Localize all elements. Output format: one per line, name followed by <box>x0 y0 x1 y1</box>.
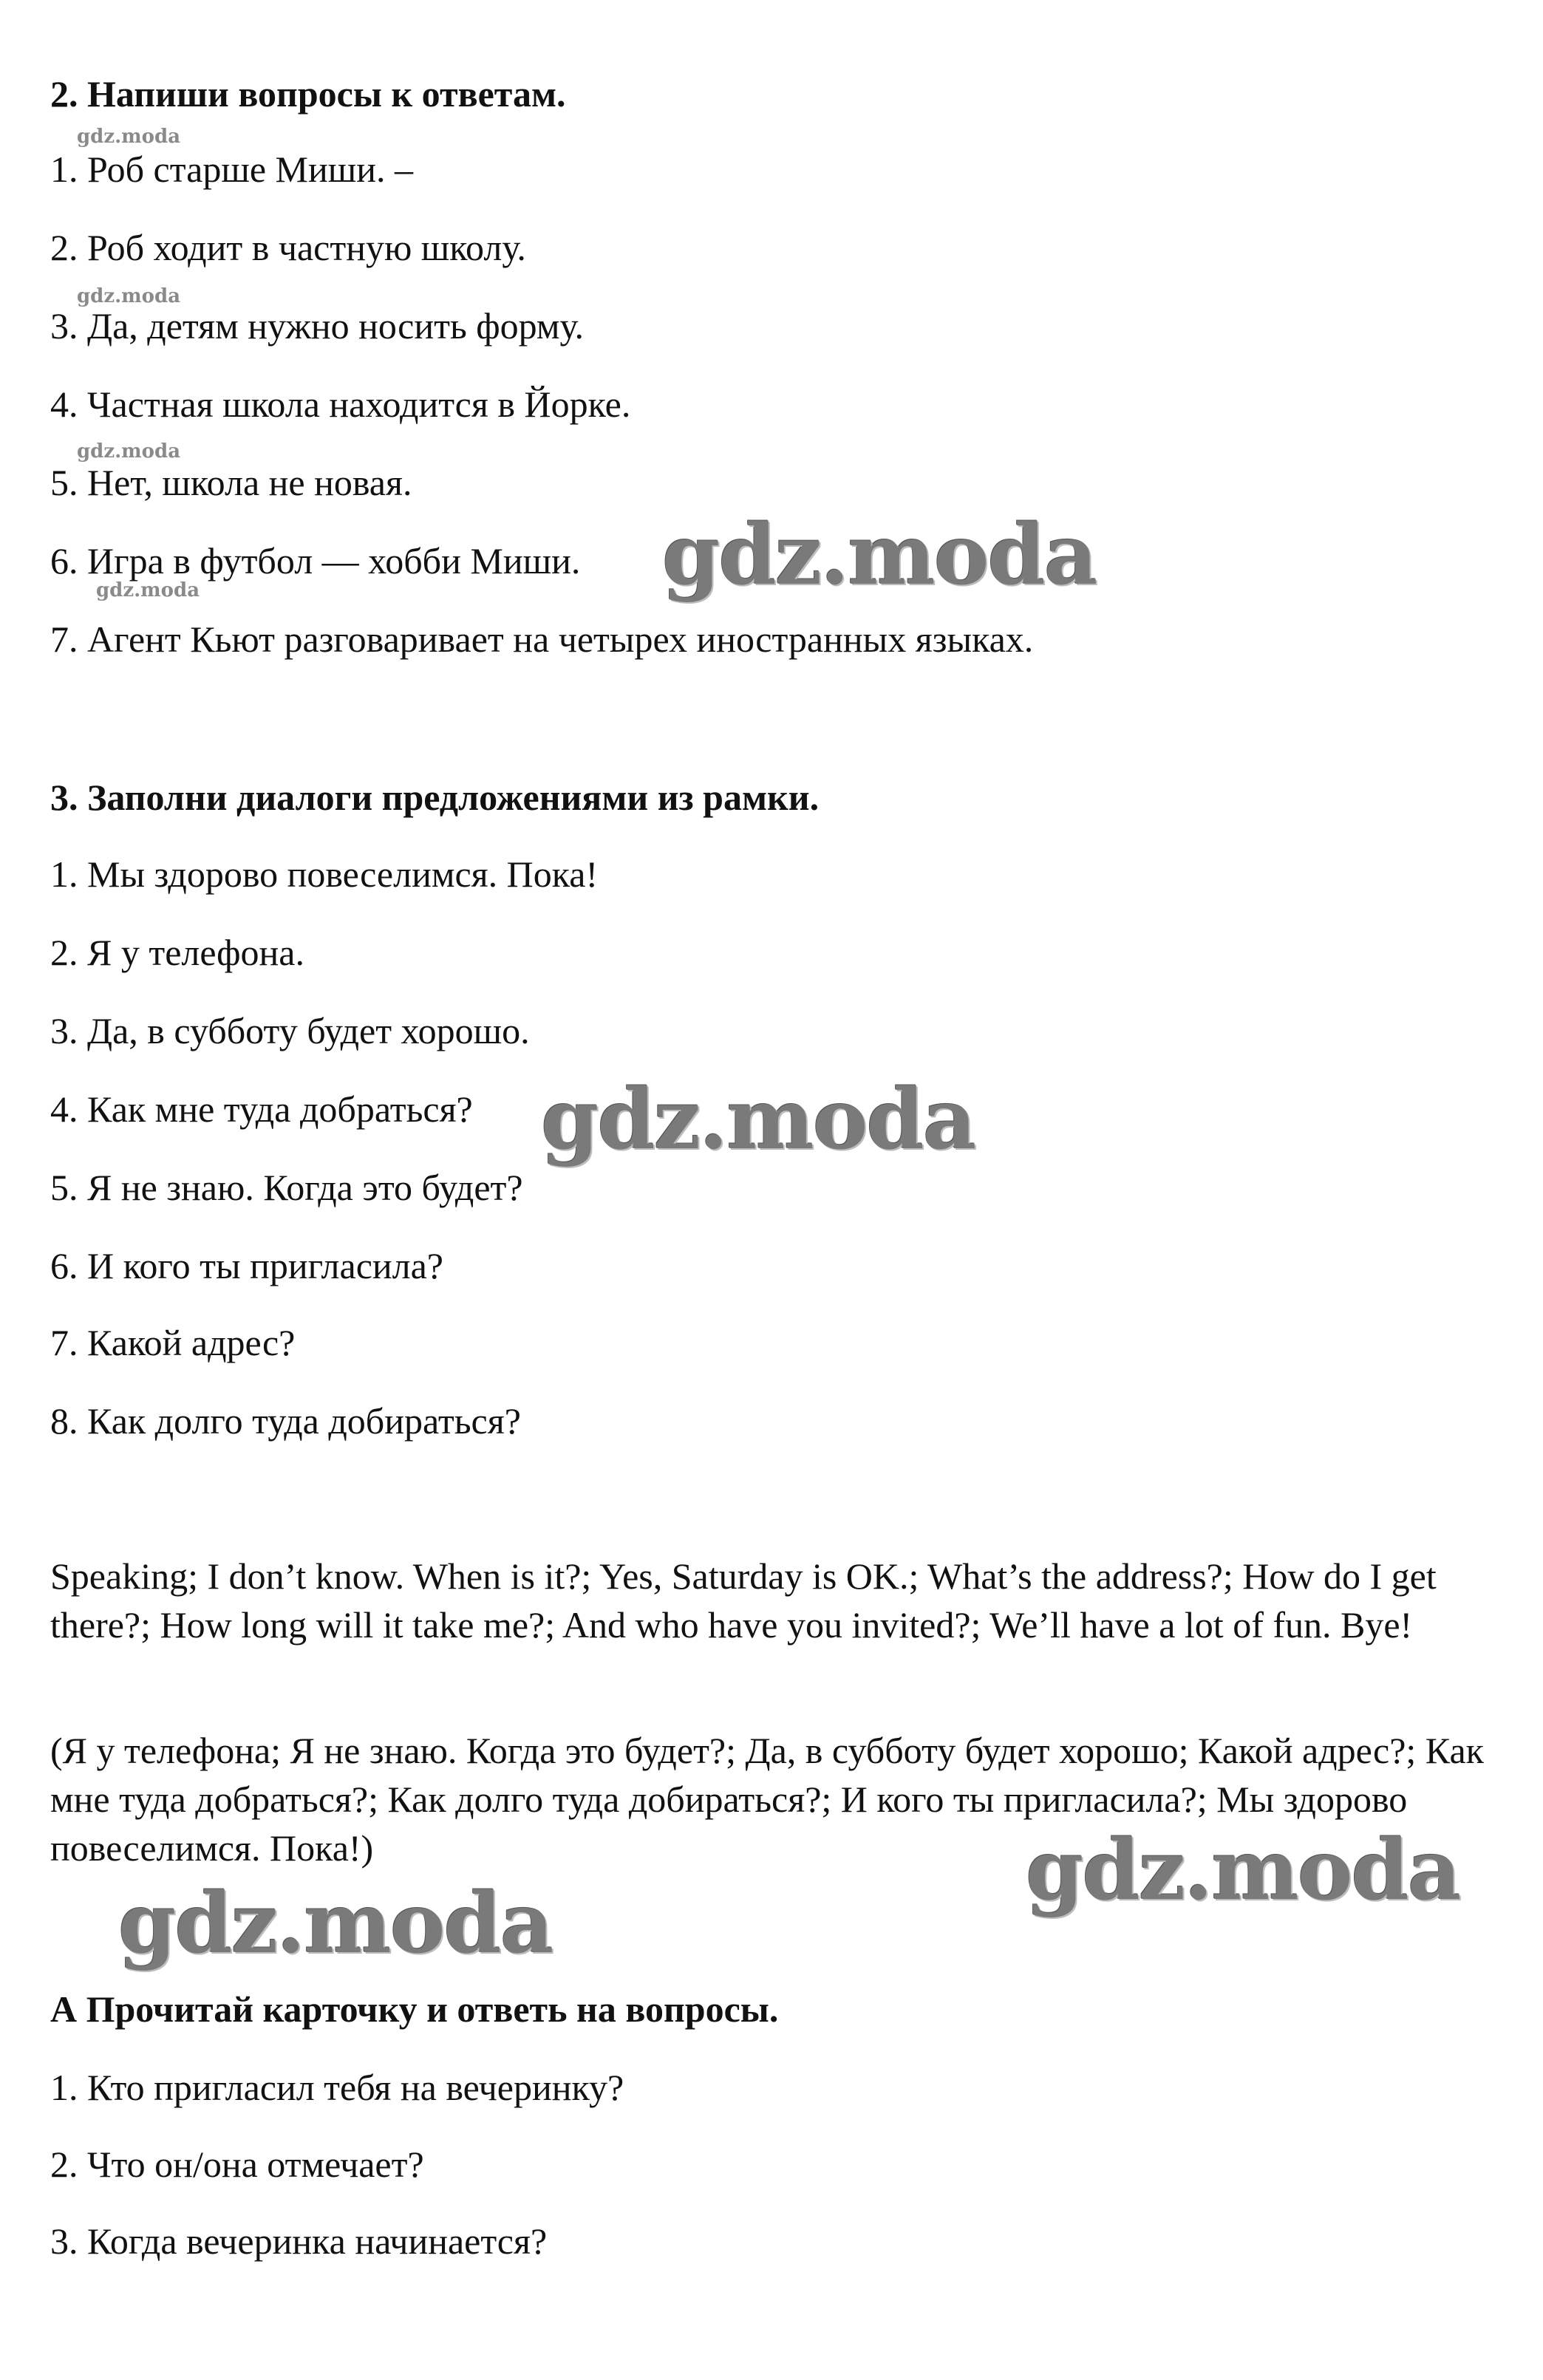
section-2-item-3: 3. Да, детям нужно носить форму. <box>50 305 585 347</box>
section-2-item-4: 4. Частная школа находится в Йорке. <box>50 383 631 425</box>
section-2-item-7: 7. Агент Кьют разговаривает на четырех иностранных языках. <box>50 618 1034 660</box>
phrase-box-english: Speaking; I don’t know. When is it?; Yes, Saturday is OK.; What’s the address?; How do I get there?; How long will it take me?; And who have you invited?; We’ll have a lot of fun. Bye! <box>50 1555 1437 1646</box>
watermark-large: gdz.moda <box>118 1875 553 1972</box>
phrase-box-russian: (Я у телефона; Я не знаю. Когда это будет?; Да, в субботу будет хорошо; Какой адрес?; Как мне туда добраться?; Как долго туда добираться?; И кого ты пригласила?; Мы здорово повеселимся. Пока!) <box>50 1730 1484 1869</box>
section-a-item-1: 1. Кто пригласил тебя на вечеринку? <box>50 2067 624 2108</box>
section-3-item-2: 2. Я у телефона. <box>50 932 304 973</box>
watermark-small: gdz.moda <box>77 285 181 307</box>
section-2-item-2: 2. Роб ходит в частную школу. <box>50 227 526 268</box>
section-3-item-3: 3. Да, в субботу будет хорошо. <box>50 1010 530 1051</box>
section-a-item-2: 2. Что он/она отмечает? <box>50 2144 424 2185</box>
section-a-item-3: 3. Когда вечеринка начинается? <box>50 2220 548 2262</box>
section-3-item-8: 8. Как долго туда добираться? <box>50 1400 521 1442</box>
watermark-small: gdz.moda <box>96 579 200 601</box>
section-2-heading: 2. Напиши вопросы к ответам. <box>50 73 566 115</box>
section-a-heading: А Прочитай карточку и ответь на вопросы. <box>50 1988 779 2030</box>
watermark-small: gdz.moda <box>77 440 181 463</box>
section-3-item-7: 7. Какой адрес? <box>50 1322 296 1363</box>
section-2-item-1: 1. Роб старше Миши. – <box>50 149 414 190</box>
section-2-item-5: 5. Нет, школа не новая. <box>50 462 412 503</box>
watermark-large: gdz.moda <box>541 1071 975 1168</box>
section-2-item-6: 6. Игра в футбол — хобби Миши. <box>50 540 581 582</box>
section-3-item-4: 4. Как мне туда добраться? <box>50 1088 473 1130</box>
watermark-large: gdz.moda <box>662 507 1097 604</box>
section-3-heading: 3. Заполни диалоги предложениями из рамки. <box>50 777 820 818</box>
section-3-item-1: 1. Мы здорово повеселимся. Пока! <box>50 853 599 895</box>
section-3-item-5: 5. Я не знаю. Когда это будет? <box>50 1167 523 1208</box>
watermark-small: gdz.moda <box>77 126 181 148</box>
watermark-large: gdz.moda <box>1026 1822 1460 1919</box>
section-3-item-6: 6. И кого ты пригласила? <box>50 1245 443 1286</box>
